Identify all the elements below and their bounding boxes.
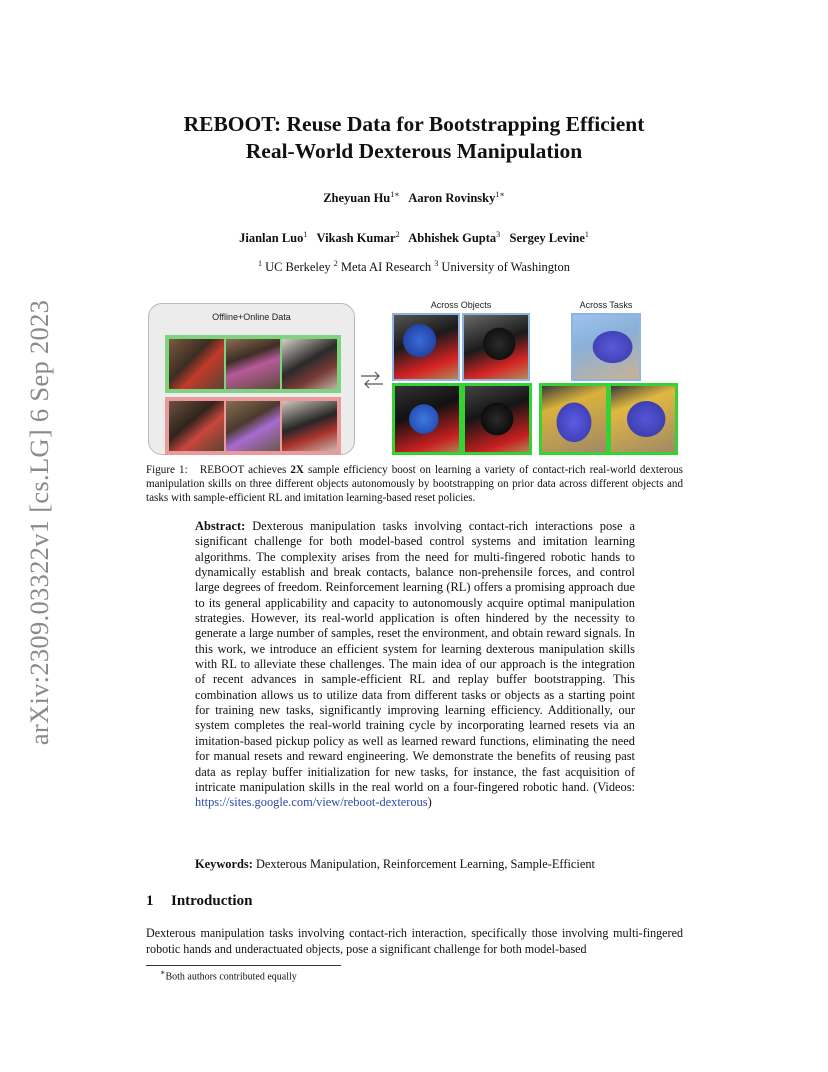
robot-photo	[392, 313, 460, 381]
robot-photo	[571, 313, 641, 381]
robot-photo	[169, 339, 224, 389]
author-name: Sergey Levine	[509, 231, 585, 246]
author-sup: 1	[303, 230, 308, 239]
author-sup: 1∗	[390, 190, 400, 199]
paper-title	[100, 111, 728, 165]
footnote	[160, 968, 297, 982]
bidirectional-arrow-icon	[357, 368, 387, 392]
videos-prefix: (Videos:	[593, 779, 635, 794]
panel-title: Offline+Online Data	[212, 312, 291, 322]
abstract	[195, 519, 635, 811]
videos-link[interactable]: https://sites.google.com/view/reboot-dexterous	[195, 795, 428, 810]
author-name: Aaron Rovinsky	[408, 191, 496, 206]
affiliations	[100, 259, 728, 275]
robot-photo	[282, 401, 337, 451]
affil-sup: 3	[434, 259, 439, 268]
authors-row-1	[100, 190, 728, 206]
title-line-2: Real-World Dexterous Manipulation	[245, 139, 583, 163]
data-thumbnail-grid	[165, 335, 341, 459]
author-name: Abhishek Gupta	[408, 231, 497, 246]
section-number: 1	[146, 893, 154, 909]
thumbnail-row-green	[165, 335, 341, 393]
author-name: Zheyuan Hu	[323, 191, 391, 206]
footnote-sup: ∗	[160, 968, 166, 977]
author-sup: 2	[395, 230, 400, 239]
caption-text-b: sample efficiency boost on learning a variety of contact-rich real-world dexterous manipulation skills on three different objects autonomously by bootstrapping on prior data across different objects and tasks with sample-efficient RL and imitation learning-based reset policies.	[146, 464, 683, 504]
robot-photo	[539, 383, 609, 455]
affil-name: University of Washington	[441, 260, 571, 275]
robot-photo	[169, 401, 224, 451]
footnote-rule	[146, 965, 341, 966]
arxiv-stamp	[20, 290, 60, 755]
affil-name: UC Berkeley	[265, 260, 331, 275]
author-sup: 3	[496, 230, 501, 239]
authors-row-2	[100, 230, 728, 246]
abstract-text: Dexterous manipulation tasks involving contact-rich interactions pose a significant challenge for both model-based control systems and imitation learning algorithms. The complexity arises from the need for multi-fingered robotic hands to dynamically establish and break contacts, balance non-prehensile forces, and control large degrees of freedom. Reinforcement learning (RL) offers a promising approach due to its general applicability and capacity to autonomously acquire optimal manipulation strategies. However, its real-world application is often hindered by the necessity to generate a large number of samples, reset the environment, and obtain reward signals. In this work, we introduce an efficient system for learning dexterous manipulation skills with RL to alleviate these challenges. The main idea of our approach is the integration of recent advances in sample-efficient RL and replay buffer bootstrapping. This combination allows us to utilize data from different tasks or objects as a starting point for training new tasks, significantly improving learning efficiency. Additionally, our system completes the real-world training cycle by incorporating learned resets via an imitation-based pickup policy as well as learned reward functions, eliminating the need for manual resets and reward engineering. We demonstrate the benefits of reusing past data as replay buffer initialization for new tasks, for instance, the fast acquisition of intricate manipulation skills in the real world on a four-fingered robotic hand.	[195, 519, 635, 794]
author-name: Vikash Kumar	[316, 231, 396, 246]
thumbnail-row-red	[165, 397, 341, 455]
across-objects-label: Across Objects	[430, 300, 492, 310]
robot-photo	[226, 401, 281, 451]
section-heading	[146, 893, 252, 910]
footnote-text: Both authors contributed equally	[165, 971, 297, 983]
abstract-label: Abstract:	[195, 519, 246, 533]
caption-bold: 2X	[290, 464, 304, 476]
affil-sup: 2	[333, 259, 338, 268]
keywords-label: Keywords:	[195, 857, 253, 871]
robot-photo	[608, 383, 678, 455]
arxiv-stamp-text: arXiv:2309.03322v1 [cs.LG] 6 Sep 2023	[24, 299, 55, 746]
author-sup: 1	[584, 230, 589, 239]
title-line-1: REBOOT: Reuse Data for Bootstrapping Efficient	[183, 112, 645, 136]
offline-online-data-panel	[148, 303, 355, 455]
author-sup: 1∗	[495, 190, 505, 199]
robot-photo	[282, 339, 337, 389]
robot-photo	[226, 339, 281, 389]
author-name: Jianlan Luo	[239, 231, 304, 246]
intro-paragraph: Dexterous manipulation tasks involving contact-rich interaction, specifically those involving multi-fingered robotic hands and underactuated objects, pose a significant challenge for both model-based	[146, 926, 683, 956]
caption-text-a: REBOOT achieves	[199, 464, 291, 476]
keywords	[195, 857, 635, 872]
section-title: Introduction	[171, 893, 253, 909]
robot-photo	[462, 383, 532, 455]
affil-sup: 1	[257, 259, 262, 268]
robot-photo	[462, 313, 530, 381]
across-tasks-label: Across Tasks	[579, 300, 633, 310]
affil-name: Meta AI Research	[340, 260, 432, 275]
robot-photo	[392, 383, 462, 455]
keywords-text: Dexterous Manipulation, Reinforcement Learning, Sample-Efficient	[255, 857, 595, 871]
figure-1	[146, 298, 682, 458]
videos-suffix: )	[427, 795, 432, 810]
caption-prefix: Figure 1:	[146, 464, 188, 476]
figure-caption	[146, 463, 683, 505]
